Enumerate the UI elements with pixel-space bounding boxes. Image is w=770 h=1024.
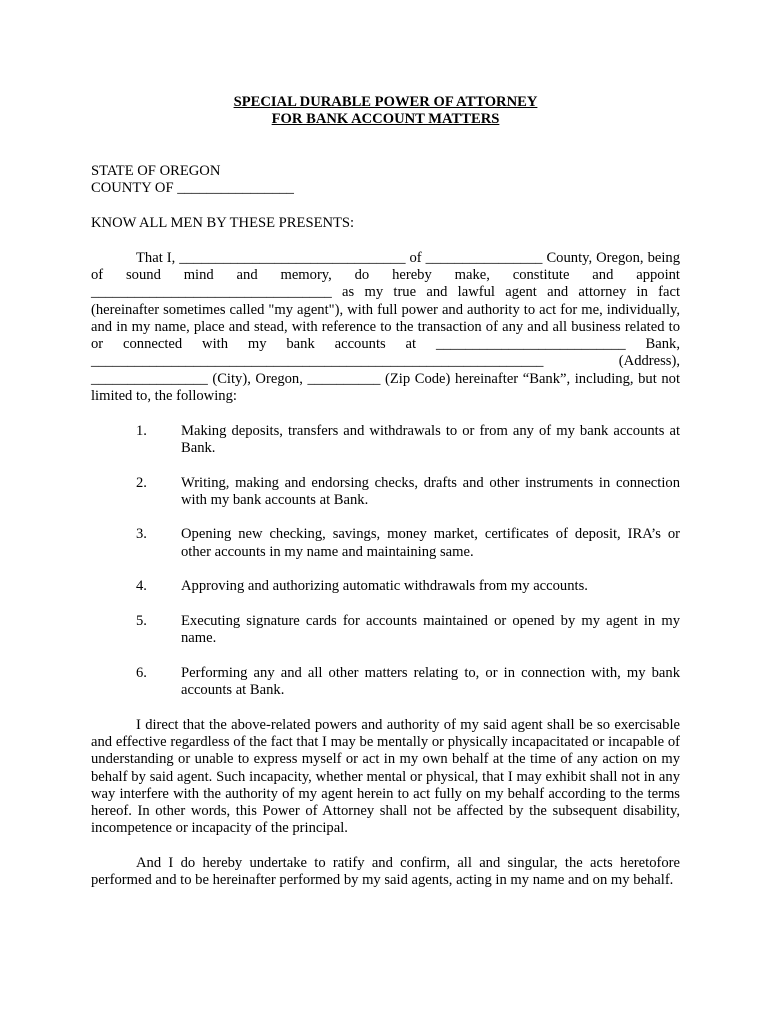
know-all-heading: KNOW ALL MEN BY THESE PRESENTS: — [91, 215, 355, 232]
list-item-number: 3. — [136, 526, 147, 543]
list-item-number: 5. — [136, 612, 147, 629]
list-item-number: 1. — [136, 422, 147, 439]
list-item-text: Making deposits, transfers and withdrawals to or from any of my bank accounts at Bank. — [181, 422, 680, 456]
incapacity-paragraph: I direct that the above-related powers and authority of my said agent shall be so exercisable and effective regardless of the fact that I may be mentally or physically incapacitated or incapable of understanding or unable to express myself or act in my own behalf at the time of any action on my behalf by said agent. Such incapacity, whether mental or physical, that I may exhibit shall not in any way interfere with the authority of my agent herein to act fully on my behalf according to the terms hereof. In other words, this Power of Attorney shall not be affected by the subsequent disability, incompetence or incapacity of the principal. — [91, 716, 680, 837]
powers-list — [91, 423, 680, 700]
list-item-text: Executing signature cards for accounts maintained or opened by my agent in my name. — [181, 612, 680, 647]
list-item-number: 2. — [136, 474, 147, 491]
state-line: STATE OF OREGON — [91, 163, 221, 180]
list-item-text: Approving and authorizing automatic withdrawals from my accounts. — [181, 578, 588, 595]
list-item — [91, 423, 680, 458]
list-item-text: Opening new checking, savings, money market, certificates of deposit, IRA’s or other accounts in my name and maintaining same. — [181, 526, 680, 560]
document-title-line-2: FOR BANK ACCOUNT MATTERS — [271, 111, 500, 128]
list-item-number: 4. — [136, 578, 147, 595]
ratify-paragraph: And I do hereby undertake to ratify and confirm, all and singular, the acts heretofore performed and to be hereinafter performed by my said agents, acting in my name and on my behalf. — [91, 855, 680, 889]
list-item — [91, 613, 680, 648]
intro-paragraph: That I, _______________________________ of ________________ County, Oregon, being of sound mind and memory, do hereby make, constitute and appoint _________________________________ as my true and lawful agent and attorney in fact (hereinafter sometimes called "my agent"), with full power and authority to act for me, individually, and in my name, place and stead, with reference to the transaction of any and all business related to or connected with my bank accounts at __________________________ Bank, ______________________________________________________________ (Address), ________________ (City), Oregon, __________ (Zip Code) hereinafter “Bank”, including, but not limited to, the following: — [91, 249, 680, 405]
county-line: COUNTY OF ________________ — [91, 180, 294, 197]
list-item — [91, 475, 680, 510]
list-item — [91, 665, 680, 700]
list-item — [91, 526, 680, 561]
list-item-number: 6. — [136, 664, 147, 681]
list-item-text: Writing, making and endorsing checks, drafts and other instruments in connection with my bank accounts at Bank. — [181, 474, 680, 508]
list-item-text: Performing any and all other matters relating to, or in connection with, my bank accounts at Bank. — [181, 664, 680, 699]
list-item — [91, 578, 680, 595]
document-body — [91, 94, 680, 890]
document-title-line-1: SPECIAL DURABLE POWER OF ATTORNEY — [233, 94, 538, 110]
